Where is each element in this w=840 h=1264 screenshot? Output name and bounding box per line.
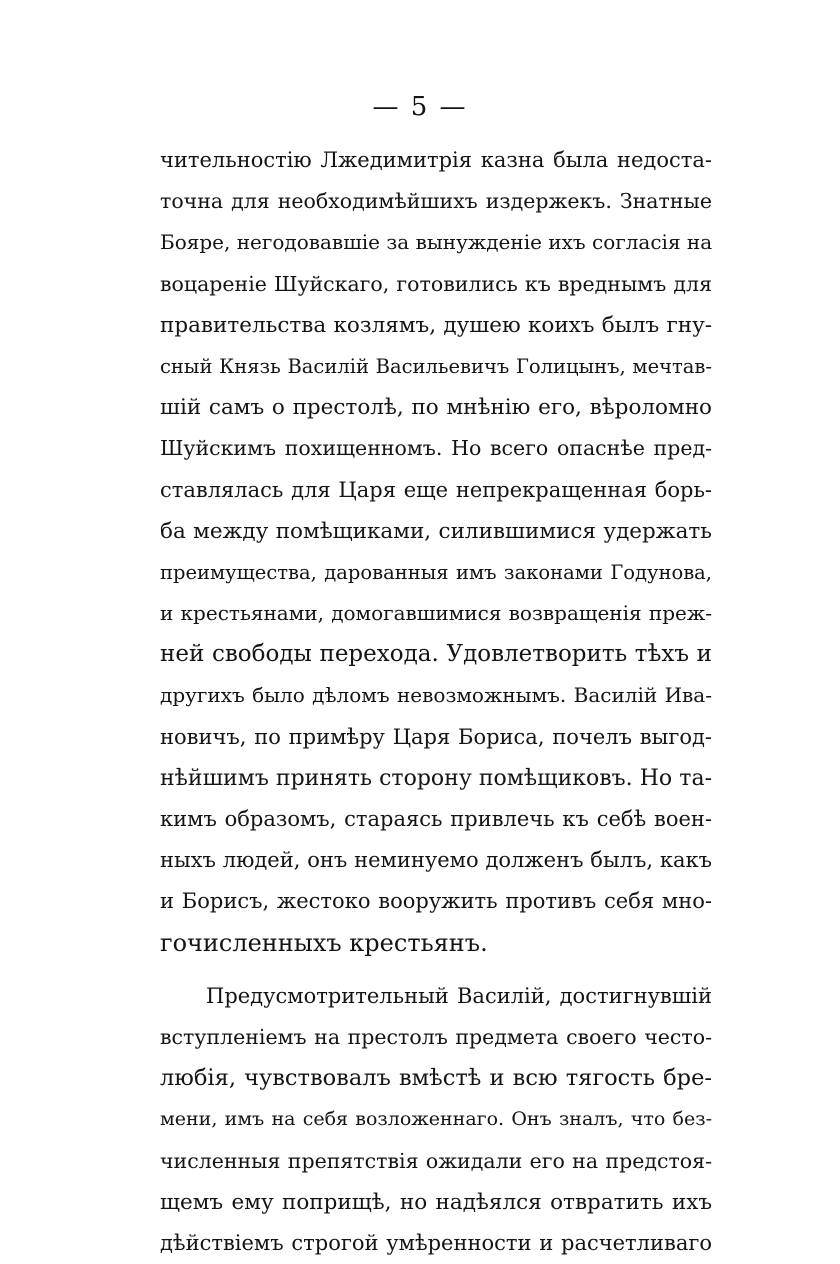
text-line: и крестьянами, домогавшимися возвращенія преж- <box>160 601 712 626</box>
text-line: ней свободы перехода. Удовлетворить тѣхъ и <box>160 641 712 668</box>
text-line: гочисленныхъ крестьянъ. <box>160 928 488 957</box>
paragraph-1 <box>160 140 712 964</box>
text-line: сный Князь Василій Васильевичъ Голицынъ, мечтав- <box>160 354 712 378</box>
text-line: численныя препятствія ожидали его на предстоя- <box>160 1148 712 1173</box>
text-line: точна для необходимѣйшихъ издержекъ. Знатные <box>160 189 712 214</box>
text-line: шій самъ о престолѣ, по мнѣнію его, вѣроломно <box>160 395 712 421</box>
text-line: нѣйшимъ принять сторону помѣщиковъ. Но та- <box>160 765 712 791</box>
text-line: мени, имъ на себя возложеннаго. Онъ зналъ, что без- <box>160 1108 712 1131</box>
text-line: вступленіемъ на престолъ предмета своего често- <box>160 1024 712 1049</box>
text-line: другихъ было дѣломъ невозможнымъ. Василій Ива- <box>160 683 712 708</box>
text-line: Бояре, негодовавшіе за вынужденіе ихъ согласія на <box>160 230 713 255</box>
text-line: ба между помѣщиками, силившимися удержать <box>160 518 712 544</box>
text-line: кимъ образомъ, стараясь привлечь къ себѣ воен- <box>160 807 712 831</box>
text-line: Предусмотрительный Василій, достигнувшій <box>206 983 712 1008</box>
text-line: ныхъ людей, онъ неминуемо долженъ былъ, какъ <box>160 848 712 873</box>
paragraph-2 <box>160 976 712 1264</box>
text-line: новичъ, по примѣру Царя Бориса, почелъ выгод- <box>160 724 712 749</box>
paragraph-gap <box>160 964 712 976</box>
text-line: чительностію Лжедимитрія казна была недоста- <box>160 148 712 172</box>
page-number: — 5 — <box>372 92 468 122</box>
text-line: щемъ ему поприщѣ, но надѣялся отвратить ихъ <box>160 1189 712 1215</box>
text-line: любія, чувствовалъ вмѣстѣ и всю тягость бре- <box>160 1065 712 1092</box>
text-line: и Борисъ, жестоко вооружить противъ себя мно- <box>160 889 712 914</box>
text-line: ставлялась для Царя еще непрекращенная борь- <box>160 477 712 502</box>
text-line: воцареніе Шуйскаго, готовились къ вреднымъ для <box>160 271 712 296</box>
body-text <box>160 140 712 1264</box>
text-line: Шуйскимъ похищенномъ. Но всего опаснѣе пред- <box>160 436 712 461</box>
text-line: правительства козлямъ, душею коихъ былъ гну- <box>160 312 712 338</box>
text-line: преимущества, дарованныя имъ законами Годунова, <box>160 560 712 584</box>
text-line: дѣйствіемъ строгой умѣренности и расчетливаго <box>160 1230 712 1255</box>
